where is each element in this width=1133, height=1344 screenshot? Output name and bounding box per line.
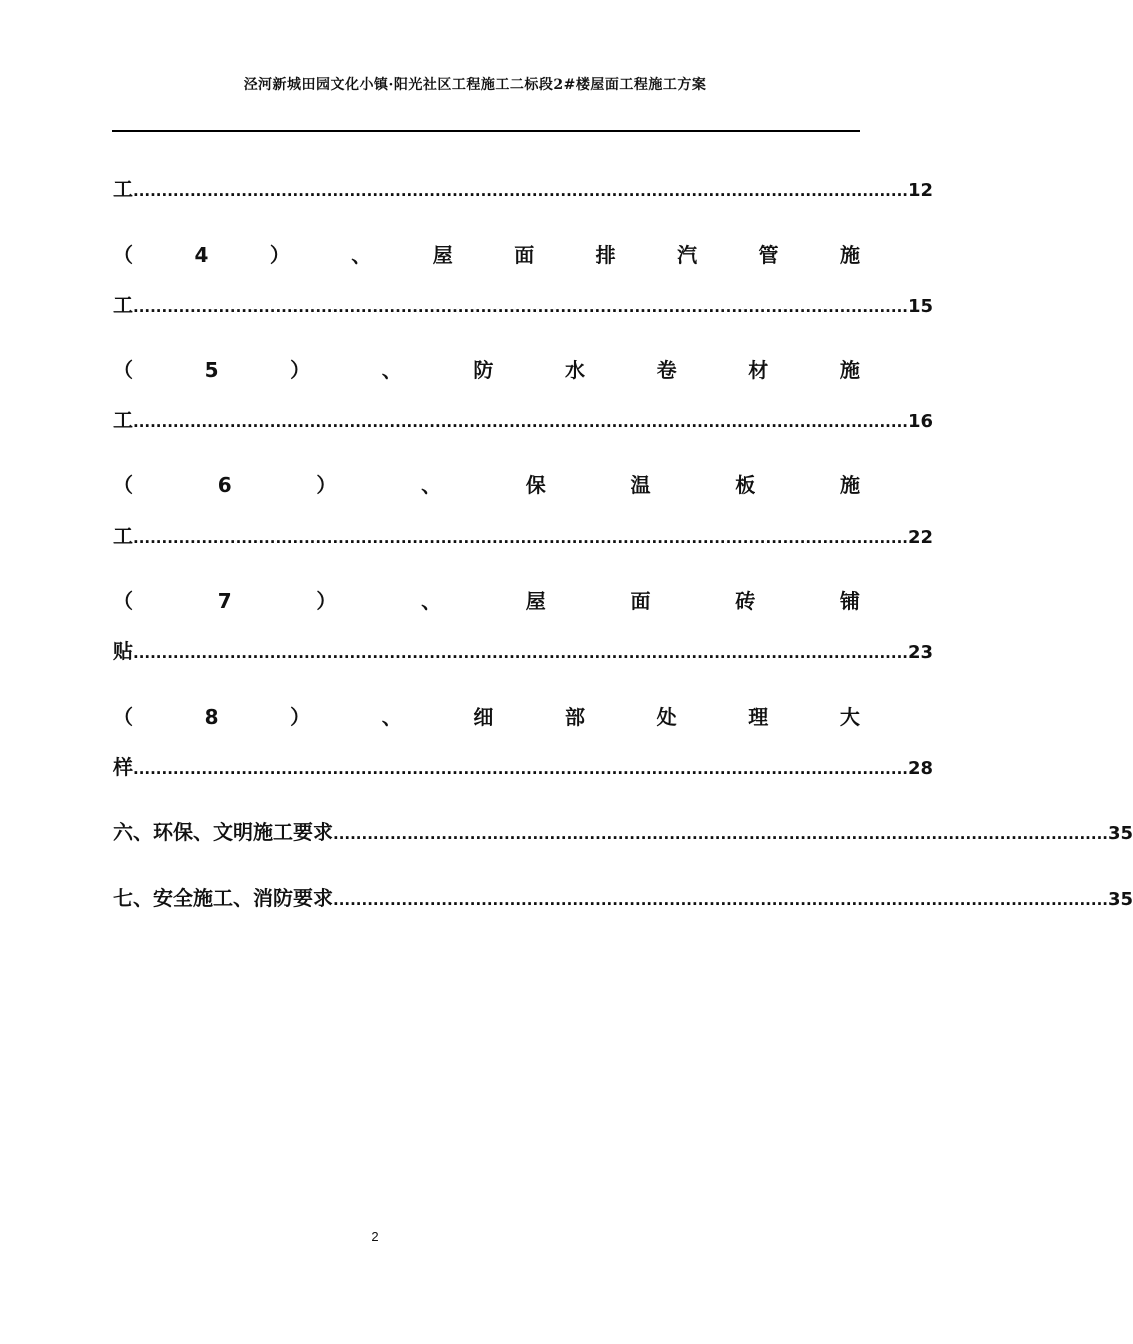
toc-entry-5[interactable]: [113, 355, 860, 385]
toc-heading-char: 铺: [839, 589, 860, 613]
toc-heading-char: （: [113, 705, 133, 729]
toc-heading-char: 屋: [525, 589, 546, 613]
dot-leader: ........................................................................................................................................: [133, 298, 908, 316]
toc-heading-char: 处: [656, 705, 677, 729]
toc-entry-5-tail[interactable]: [113, 405, 934, 435]
toc-heading-char: 面: [514, 243, 535, 267]
toc-heading-char: 保: [525, 473, 546, 497]
toc-entry-heading: [113, 586, 860, 616]
toc-heading-char: 管: [758, 243, 779, 267]
toc-heading-char: 施: [840, 243, 860, 267]
toc-heading-char: 卷: [656, 358, 677, 382]
toc-entry-8-tail[interactable]: [113, 752, 934, 782]
toc-heading-char: 、: [421, 589, 442, 613]
toc-heading-char: 、: [421, 473, 442, 497]
toc-page-number: 22: [907, 527, 934, 548]
toc-entry-7[interactable]: [113, 586, 860, 616]
toc-heading-char: 、: [351, 243, 372, 267]
toc-heading-char: 8: [204, 705, 219, 729]
toc-entry-text: 工: [113, 524, 133, 548]
dot-leader: ........................................................................................................................................: [333, 891, 1108, 909]
toc-entry-4[interactable]: [113, 240, 860, 270]
toc-heading-char: 面: [630, 589, 651, 613]
toc-section-7[interactable]: [113, 883, 1133, 913]
toc-heading-char: 汽: [677, 243, 698, 267]
toc-page-number: 35: [1107, 823, 1133, 844]
dot-leader: ........................................................................................................................................: [133, 760, 908, 778]
toc-entry-heading: [113, 702, 860, 732]
toc-heading-char: 5: [204, 358, 219, 382]
toc-heading-char: 、: [381, 705, 402, 729]
toc-heading-char: 板: [735, 473, 756, 497]
toc-heading-char: （: [113, 589, 133, 613]
toc-entry-text: 工: [113, 177, 133, 201]
toc-heading-char: 6: [217, 473, 232, 497]
toc-heading-char: 7: [217, 589, 232, 613]
toc-page-number: 28: [907, 758, 934, 779]
toc-heading-char: ）: [290, 705, 311, 729]
toc-heading-char: （: [113, 243, 133, 267]
toc-entry-heading: [113, 470, 860, 500]
dot-leader: ........................................................................................................................................: [133, 182, 908, 200]
toc-heading-char: ）: [290, 358, 311, 382]
header-divider: [112, 130, 860, 132]
toc-heading-char: 排: [595, 243, 616, 267]
toc-entry-text: 七、安全施工、消防要求: [113, 886, 333, 910]
toc-entry-text: 工: [113, 293, 133, 317]
toc-heading-char: 施: [839, 358, 860, 382]
toc-entry-text: 六、环保、文明施工要求: [113, 820, 333, 844]
dot-leader: ........................................................................................................................................: [133, 529, 908, 547]
toc-heading-char: 温: [630, 473, 651, 497]
toc-heading-char: ）: [316, 589, 337, 613]
toc-heading-char: 、: [381, 358, 402, 382]
toc-page-number: 15: [907, 296, 934, 317]
toc-entry-6-tail[interactable]: [113, 521, 934, 551]
document-header: 泾河新城田园文化小镇·阳光社区工程施工二标段2#楼屋面工程施工方案: [243, 77, 707, 93]
toc-heading-char: （: [113, 358, 133, 382]
toc-entry-text: 工: [113, 408, 133, 432]
toc-entry-text: 贴: [113, 639, 133, 663]
toc-heading-char: 大: [839, 705, 860, 729]
toc-entry-heading: [113, 240, 860, 270]
toc-heading-char: 砖: [735, 589, 756, 613]
toc-heading-char: 水: [565, 358, 586, 382]
toc-heading-char: 部: [565, 705, 586, 729]
toc-heading-char: 施: [839, 473, 860, 497]
toc-entry-4-tail[interactable]: [113, 290, 934, 320]
toc-page-number: 35: [1107, 889, 1133, 910]
toc-heading-char: ）: [269, 243, 290, 267]
toc-entry-6[interactable]: [113, 470, 860, 500]
toc-entry-7-tail[interactable]: [113, 636, 934, 666]
toc-entry-continuation[interactable]: [113, 174, 934, 204]
toc-heading-char: 材: [748, 358, 769, 382]
toc-page-number: 16: [907, 411, 934, 432]
toc-heading-char: 理: [748, 705, 769, 729]
toc-page-number: 23: [907, 642, 934, 663]
toc-page-number: 12: [907, 180, 934, 201]
page-number: 2: [371, 1229, 379, 1244]
dot-leader: ........................................................................................................................................: [333, 825, 1108, 843]
toc-heading-char: 屋: [432, 243, 453, 267]
dot-leader: ........................................................................................................................................: [133, 644, 908, 662]
toc-heading-char: 防: [473, 358, 494, 382]
toc-section-6[interactable]: [113, 817, 1133, 847]
dot-leader: ........................................................................................................................................: [133, 413, 908, 431]
toc-heading-char: 细: [473, 705, 494, 729]
toc-entry-8[interactable]: [113, 702, 860, 732]
toc-entry-text: 样: [113, 755, 133, 779]
toc-heading-char: （: [113, 473, 133, 497]
toc-heading-char: 4: [194, 243, 209, 267]
toc-heading-char: ）: [316, 473, 337, 497]
toc-entry-heading: [113, 355, 860, 385]
